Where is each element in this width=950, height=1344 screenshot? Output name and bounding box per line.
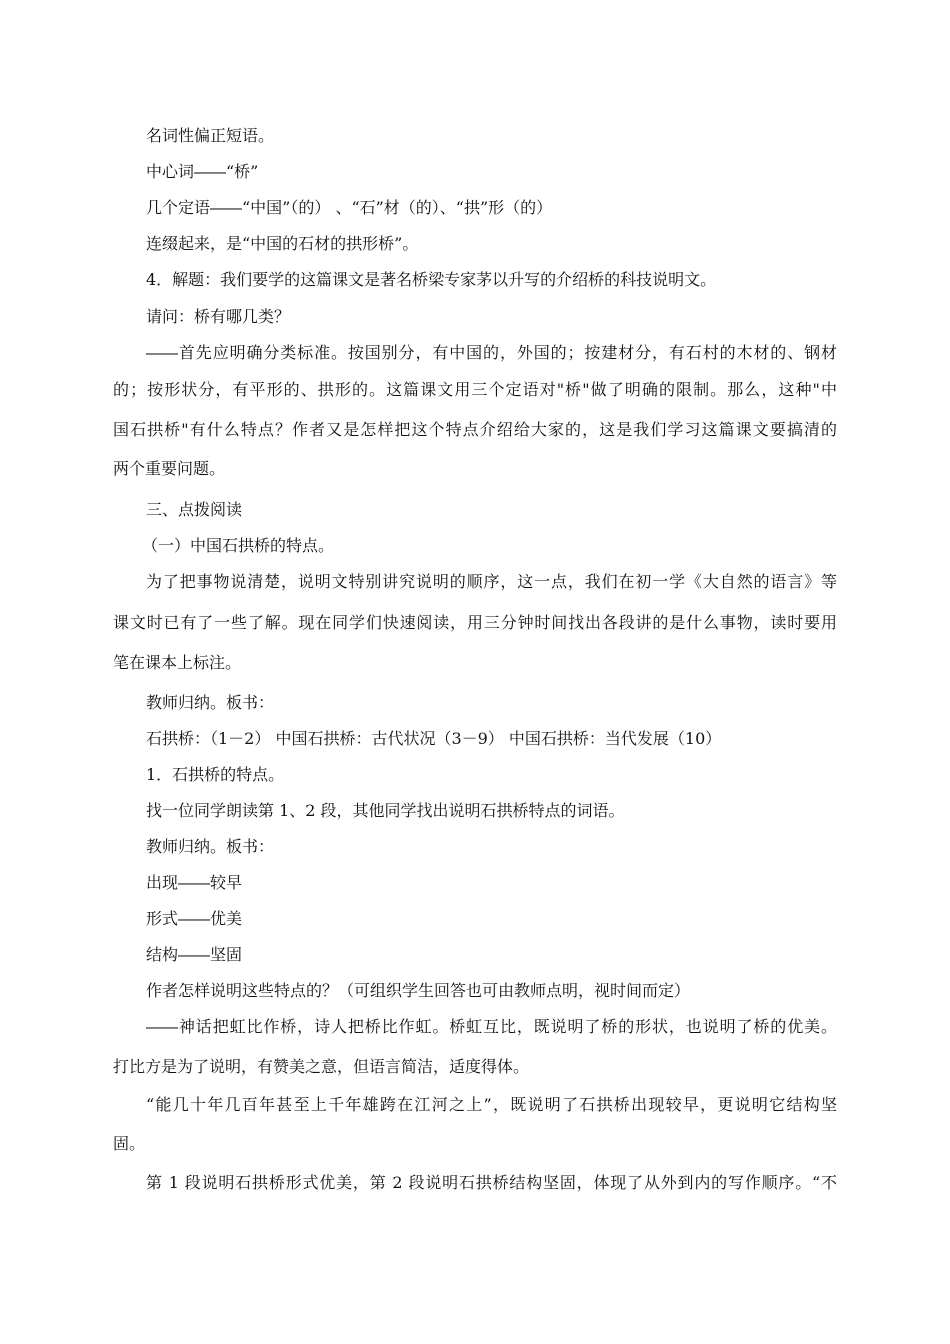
text-line: 连缀起来，是“中国的石材的拱形桥”。: [146, 234, 419, 253]
text-line: 两个重要问题。: [113, 459, 226, 478]
section-heading: 三、点拨阅读: [146, 500, 243, 519]
text-line: 第 1 段说明石拱桥形式优美，第 2 段说明石拱桥结构坚固，体现了从外到内的写作顺序。“不: [146, 1173, 837, 1192]
text-line: 结构――坚固: [146, 945, 243, 964]
text-line: 作者怎样说明这些特点的？（可组织学生回答也可由教师点明，视时间而定）: [146, 981, 691, 1000]
text-line: 教师归纳。板书：: [146, 837, 275, 856]
text-line: 固。: [113, 1134, 146, 1153]
text-line: 为了把事物说清楚，说明文特别讲究说明的顺序，这一点，我们在初一学《大自然的语言》等: [146, 572, 837, 591]
text-line: 教师归纳。板书：: [146, 693, 275, 712]
text-line: 1．石拱桥的特点。: [146, 765, 285, 784]
text-line: “能几十年几百年甚至上千年雄跨在江河之上”，既说明了石拱桥出现较早，更说明它结构坚: [146, 1095, 837, 1114]
text-line: 课文时已有了一些了解。现在同学们快速阅读，用三分钟时间找出各段讲的是什么事物，读时要用: [113, 613, 837, 632]
text-line: 出现――较早: [146, 873, 243, 892]
text-line: 石拱桥：（1－2） 中国石拱桥：古代状况（3－9） 中国石拱桥：当代发展（10）: [146, 729, 722, 748]
text-line: 的；按形状分，有平形的、拱形的。这篇课文用三个定语对"桥"做了明确的限制。那么，这种"中: [113, 380, 837, 399]
text-line: 国石拱桥"有什么特点？作者又是怎样把这个特点介绍给大家的，这是我们学习这篇课文要搞清的: [113, 420, 837, 439]
text-line: 笔在课本上标注。: [113, 653, 242, 672]
text-line: 4．解题：我们要学的这篇课文是著名桥梁专家茅以升写的介绍桥的科技说明文。: [146, 270, 717, 289]
text-line: 中心词――“桥”: [146, 162, 259, 181]
text-line: ――首先应明确分类标准。按国别分，有中国的，外国的；按建材分，有石村的木材的、钢材: [146, 343, 837, 362]
text-line: 打比方是为了说明，有赞美之意，但语言简洁，适度得体。: [113, 1057, 530, 1076]
subsection-heading: （一）中国石拱桥的特点。: [142, 536, 335, 555]
text-line: 名词性偏正短语。: [146, 126, 275, 145]
text-line: 请问：桥有哪几类？: [146, 307, 291, 326]
text-line: 找一位同学朗读第 1、2 段，其他同学找出说明石拱桥特点的词语。: [146, 801, 625, 820]
text-line: 几个定语――“中国”（的） 、“石”材（的）、“拱”形（的）: [146, 198, 553, 217]
text-line: ――神话把虹比作桥，诗人把桥比作虹。桥虹互比，既说明了桥的形状，也说明了桥的优美。: [146, 1017, 837, 1036]
text-line: 形式――优美: [146, 909, 243, 928]
